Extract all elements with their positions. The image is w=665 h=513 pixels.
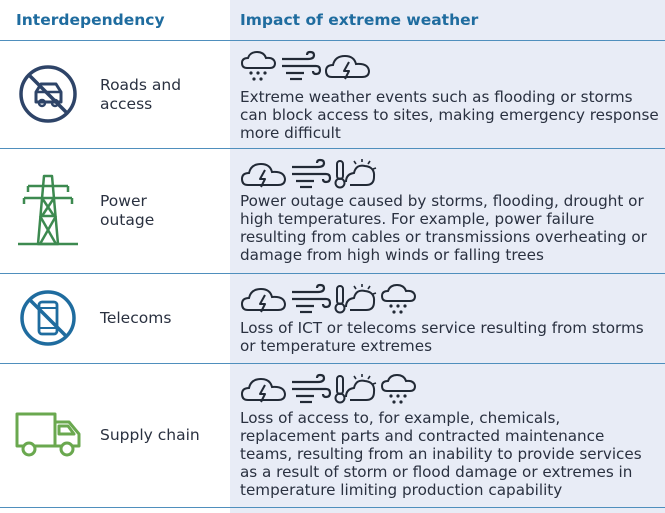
heat-icon — [334, 158, 378, 190]
no-car-icon — [10, 56, 86, 132]
rain-cloud-icon — [380, 373, 418, 405]
table-row — [0, 363, 665, 507]
power-pylon-icon — [10, 170, 86, 250]
heat-icon — [334, 373, 378, 405]
table-row — [0, 40, 665, 148]
header-impact: Impact of extreme weather — [240, 11, 479, 29]
divider — [0, 507, 665, 508]
row-label: Telecoms — [100, 309, 172, 327]
weather-icons — [240, 158, 380, 190]
wind-icon — [290, 373, 332, 405]
row-label: Power outage — [100, 192, 155, 229]
row-description: Loss of ICT or telecoms service resulting from storms or temperature extremes — [240, 319, 644, 355]
table-row — [0, 273, 665, 363]
rain-cloud-icon — [240, 50, 278, 82]
no-phone-icon — [10, 281, 86, 355]
weather-icons — [240, 50, 374, 82]
wind-icon — [290, 283, 332, 315]
wind-icon — [290, 158, 332, 190]
storm-cloud-icon — [240, 283, 288, 315]
row-label: Roads and access — [100, 76, 182, 113]
weather-icons — [240, 373, 420, 405]
header-interdependency: Interdependency — [16, 11, 165, 29]
row-label: Supply chain — [100, 426, 200, 444]
row-description: Power outage caused by storms, flooding, drought or high temperatures. For example, power failure resulting from cables or transmissions overheating or damage from high winds or falling trees — [240, 192, 647, 264]
wind-icon — [280, 50, 322, 82]
row-description: Extreme weather events such as flooding or storms can block access to sites, making emergency response more difficult — [240, 88, 659, 142]
heat-icon — [334, 283, 378, 315]
row-description: Loss of access to, for example, chemicals, replacement parts and contracted maintenance teams, resulting from an inability to provide services as a result of storm or flood damage or extremes in temperature limiting production capability — [240, 409, 642, 499]
storm-cloud-icon — [240, 373, 288, 405]
weather-icons — [240, 283, 420, 315]
delivery-van-icon — [10, 399, 86, 469]
table-row — [0, 148, 665, 273]
storm-cloud-icon — [240, 158, 288, 190]
rain-cloud-icon — [380, 283, 418, 315]
storm-cloud-icon — [324, 50, 372, 82]
